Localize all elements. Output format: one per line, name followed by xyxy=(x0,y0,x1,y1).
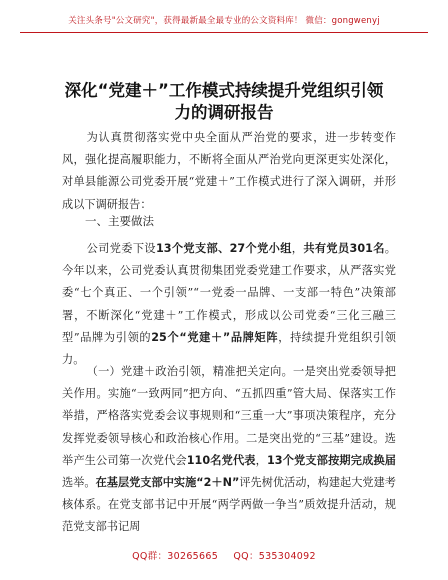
p2-text-2: ， xyxy=(291,242,304,255)
p2-bold-members: 共有党员301名 xyxy=(303,242,385,255)
header-divider xyxy=(20,32,428,33)
footer-contact xyxy=(0,548,448,562)
header-banner: 关注头条号"公文研究"，获得最新最全最专业的公文资料库！ 微信：gongwenyj xyxy=(68,16,380,26)
section-heading: 一、主要做法 xyxy=(85,214,154,228)
p2-bold-branches: 13个党支部、27个党小组 xyxy=(155,242,292,255)
document-title xyxy=(30,80,418,124)
p3-bold-2n-activity: 在基层党支部中实施“2＋N” xyxy=(95,476,240,490)
p3-text-3: 选举。 xyxy=(62,476,96,490)
p3-text-2: ， xyxy=(255,453,267,467)
footer-qq-group: QQ群：30265665 xyxy=(132,551,219,562)
footer-qq: QQ：535304092 xyxy=(233,551,316,562)
p2-text-1: 公司党委下设 xyxy=(86,242,156,255)
p3-bold-representatives: 110名党代表 xyxy=(186,453,256,467)
p2-text-4: ，持续提升党组织引领力。 xyxy=(62,330,396,367)
p3-text-4: 评先树优活动，构建起大党建考核体系。在党支部书记中开展“两学两做一争当”质效提升活动，规范党支部书记周 xyxy=(62,476,396,534)
p3-bold-branch-elections: 13个党支部按期完成换届 xyxy=(266,453,396,467)
title-line-1: 深化“党建＋”工作模式持续提升党组织引领 xyxy=(64,81,384,100)
intro-paragraph: 为认真贯彻落实党中央全面从严治党的要求，进一步转变作风，强化提高履职能力，不断将全面从严治党向更深更实处深化，对单县能源公司党委开展“党建＋”工作模式进行了深入调研，并形成以下调研报告： xyxy=(62,131,396,211)
p2-text-3: 。今年以来，公司党委认真贯彻集团党委党建工作要求，从严落实党委“七个真正、一个引领”“一党委一品牌、一支部一特色”决策部署，不断深化“党建＋”工作模式，形成以公司党委“三化三融三型”品牌为引领的 xyxy=(62,242,396,344)
p3-text-1: （一）党建＋政治引领，精准把关定向。一是突出党委领导把关作用。实施“一致两同”把方向、“五抓四重”管大局、保落实工作举措，严格落实党委会议事规则和“三重一大”事项决策程序，充分发挥党委领导核心和政治核心作用。二是突出党的“三基”建设。选举产生公司第一次党代会 xyxy=(62,365,396,467)
title-line-2: 力的调研报告 xyxy=(174,103,274,122)
p2-bold-brand-matrix: 25个“党建＋”品牌矩阵 xyxy=(151,330,279,344)
paragraph-political-leadership xyxy=(62,361,396,539)
paragraph-party-overview xyxy=(62,238,396,371)
